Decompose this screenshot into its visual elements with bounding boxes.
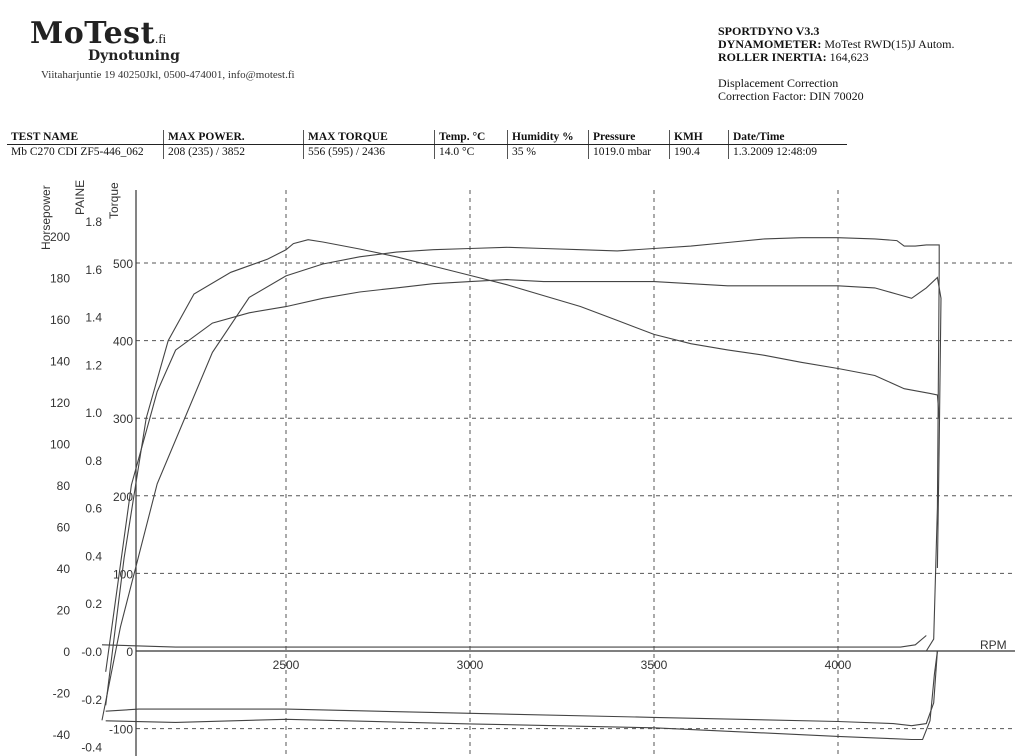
torque-tick-label: 500	[112, 257, 133, 271]
paine-tick-label: 0.4	[85, 549, 102, 564]
value-temp: 14.0 °C	[435, 145, 508, 160]
torque-tick-label: 300	[112, 412, 133, 427]
correction-factor: Correction Factor: DIN 70020	[718, 89, 864, 103]
value-max-torque: 556 (595) / 2436	[304, 145, 435, 160]
value-humidity: 35 %	[508, 145, 589, 160]
value-max-power: 208 (235) / 3852	[164, 145, 304, 160]
x-tick-label: 3000	[456, 658, 484, 672]
paine-tick-label: -0.0	[81, 645, 102, 659]
paine-tick-label: 1.6	[85, 262, 102, 277]
logo-subtitle: Dynotuning	[88, 48, 180, 64]
dynamometer-value: MoTest RWD(15)J Autom.	[824, 37, 955, 51]
roller-inertia-label: ROLLER INERTIA:	[718, 50, 827, 64]
paine-tick-label: 0.8	[85, 453, 102, 468]
dyno-software-title: SPORTDYNO V3.3	[718, 24, 820, 38]
series-coast_power-line	[106, 651, 938, 726]
x-tick-label: 2500	[272, 658, 300, 672]
col-kmh: KMH	[670, 130, 729, 145]
series-paine-line	[102, 238, 939, 721]
hp-tick-label: 60	[56, 520, 70, 535]
x-axis-title: RPM	[980, 638, 1007, 652]
col-max-power: MAX POWER.	[164, 130, 304, 145]
hp-tick-label: 40	[56, 562, 70, 576]
paine-tick-label: -0.2	[81, 692, 102, 707]
series-coast_torque-line	[106, 651, 938, 740]
col-datetime: Date/Time	[729, 130, 848, 145]
torque-tick-label: 100	[112, 567, 133, 582]
col-humidity: Humidity %	[508, 130, 589, 145]
col-max-torque: MAX TORQUE	[304, 130, 435, 145]
logo-domain-suffix: .fi	[154, 31, 167, 46]
logo-main-text: MoTest	[30, 16, 155, 51]
x-tick-label: 4000	[824, 658, 852, 672]
torque-axis-title: Torque	[107, 182, 121, 219]
paine-tick-label: 0.6	[85, 501, 102, 516]
paine-tick-label: 0.2	[85, 597, 102, 612]
paine-tick-label: 1.0	[85, 406, 102, 421]
series-power-line	[106, 278, 941, 672]
series-loss_upper-line	[102, 636, 926, 648]
dynamometer-label: DYNAMOMETER:	[718, 37, 822, 51]
torque-tick-label: 0	[126, 645, 133, 659]
x-tick-label: 3500	[640, 658, 668, 672]
displacement-correction: Displacement Correction	[718, 76, 839, 90]
paine-tick-label: 1.2	[85, 358, 102, 373]
col-pressure: Pressure	[589, 130, 670, 145]
col-temp: Temp. °C	[435, 130, 508, 145]
hp-tick-label: 0	[63, 645, 70, 659]
hp-tick-label: 180	[49, 271, 70, 286]
torque-tick-label: 200	[112, 489, 133, 504]
col-test-name: TEST NAME	[7, 130, 164, 145]
value-pressure: 1019.0 mbar	[589, 145, 670, 160]
hp-tick-label: 120	[49, 396, 70, 410]
hp-tick-label: 80	[56, 479, 70, 493]
torque-tick-label: 400	[112, 334, 133, 349]
hp-tick-label: -20	[52, 686, 70, 701]
hp-tick-label: 200	[49, 230, 70, 244]
value-kmh: 190.4	[670, 145, 729, 160]
paine-tick-label: -0.4	[81, 740, 102, 755]
series-torque-line	[106, 240, 940, 706]
value-datetime: 1.3.2009 12:48:09	[733, 146, 818, 158]
torque-tick-label: -100	[108, 722, 133, 737]
hp-tick-label: 160	[49, 313, 70, 327]
paine-axis-title: PAINE	[73, 179, 87, 215]
hp-tick-label: -40	[52, 728, 70, 742]
roller-inertia-value: 164,623	[829, 50, 869, 64]
hp-tick-label: 140	[49, 354, 70, 369]
company-address: Viitaharjuntie 19 40250Jkl, 0500-474001, info@motest.fi	[41, 69, 295, 81]
value-test-name: Mb C270 CDI ZF5-446_062	[7, 145, 164, 160]
paine-tick-label: 1.8	[85, 215, 102, 229]
hp-axis-title: Horsepower	[39, 185, 53, 250]
hp-tick-label: 100	[49, 437, 70, 452]
hp-tick-label: 20	[56, 603, 70, 618]
paine-tick-label: 1.4	[85, 310, 102, 325]
